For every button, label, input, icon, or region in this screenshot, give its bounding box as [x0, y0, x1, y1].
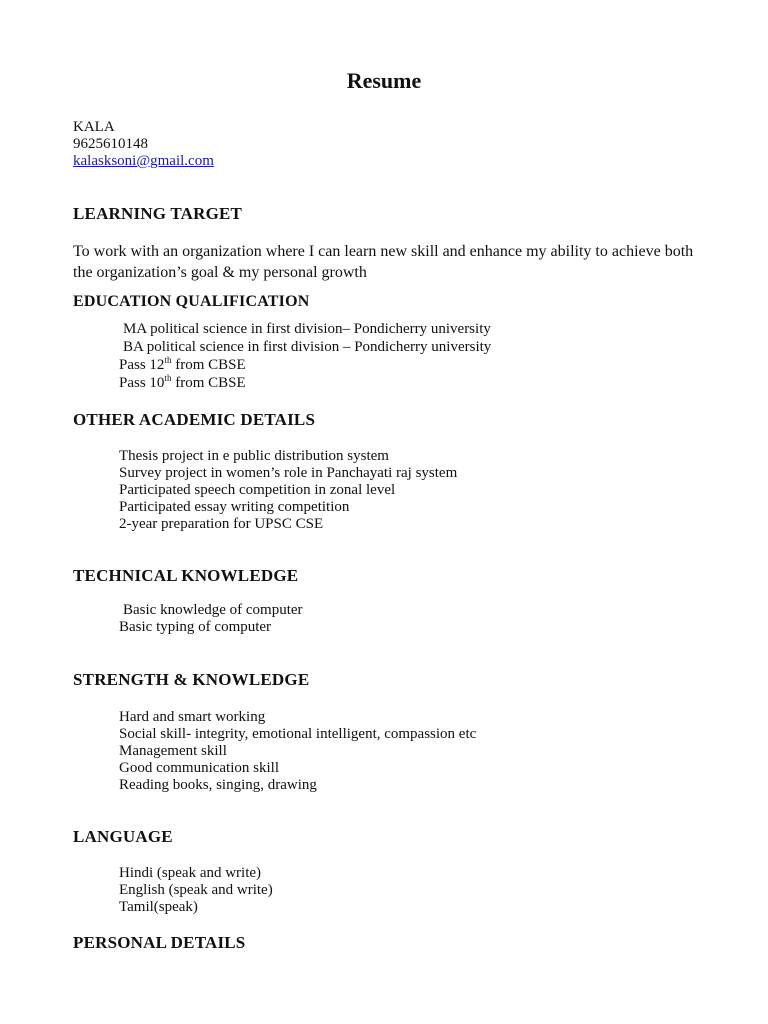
- list-item: Basic typing of computer: [119, 619, 272, 635]
- page-title: Resume: [346, 68, 422, 93]
- list-item: Participated speech competition in zonal level: [119, 482, 396, 498]
- list-item: Hindi (speak and write): [119, 865, 262, 881]
- other-academic-list: [119, 448, 457, 533]
- list-item: BA political science in first division – Pondicherry university: [123, 339, 492, 355]
- contact-email-link[interactable]: kalasksoni@gmail.com: [73, 153, 214, 169]
- list-item: English (speak and write): [119, 882, 273, 898]
- technical-list: [119, 602, 303, 636]
- list-item: Participated essay writing competition: [119, 499, 350, 515]
- learning-target-text: To work with an organization where I can learn new skill and enhance my ability to achieve both the organization’s goal & my personal growth: [73, 243, 694, 281]
- contact-name: KALA: [73, 119, 115, 135]
- strength-heading: STRENGTH & KNOWLEDGE: [73, 670, 310, 689]
- list-item: Thesis project in e public distribution system: [119, 448, 389, 464]
- list-item: Tamil(speak): [119, 899, 198, 915]
- list-item: 2-year preparation for UPSC CSE: [119, 516, 324, 532]
- list-item: Management skill: [119, 743, 227, 759]
- list-item: Pass 12th from CBSE: [119, 355, 246, 373]
- language-heading: LANGUAGE: [73, 827, 173, 846]
- list-item: MA political science in first division– Pondicherry university: [123, 321, 491, 337]
- contact-phone: 9625610148: [73, 136, 148, 152]
- list-item: Good communication skill: [119, 760, 279, 776]
- list-item: Reading books, singing, drawing: [119, 777, 317, 793]
- list-item: Hard and smart working: [119, 709, 266, 725]
- personal-details-heading: PERSONAL DETAILS: [73, 933, 246, 952]
- list-item: Basic knowledge of computer: [123, 602, 303, 618]
- education-list: [119, 321, 491, 393]
- list-item: Survey project in women’s role in Panchayati raj system: [119, 465, 458, 481]
- education-heading: EDUCATION QUALIFICATION: [73, 293, 310, 310]
- other-academic-heading: OTHER ACADEMIC DETAILS: [73, 410, 316, 429]
- learning-target-heading: LEARNING TARGET: [73, 204, 243, 223]
- strength-list: [119, 709, 476, 794]
- list-item: Pass 10th from CBSE: [119, 373, 246, 391]
- technical-heading: TECHNICAL KNOWLEDGE: [73, 566, 299, 585]
- language-list: [119, 865, 273, 916]
- list-item: Social skill- integrity, emotional intelligent, compassion etc: [119, 726, 477, 742]
